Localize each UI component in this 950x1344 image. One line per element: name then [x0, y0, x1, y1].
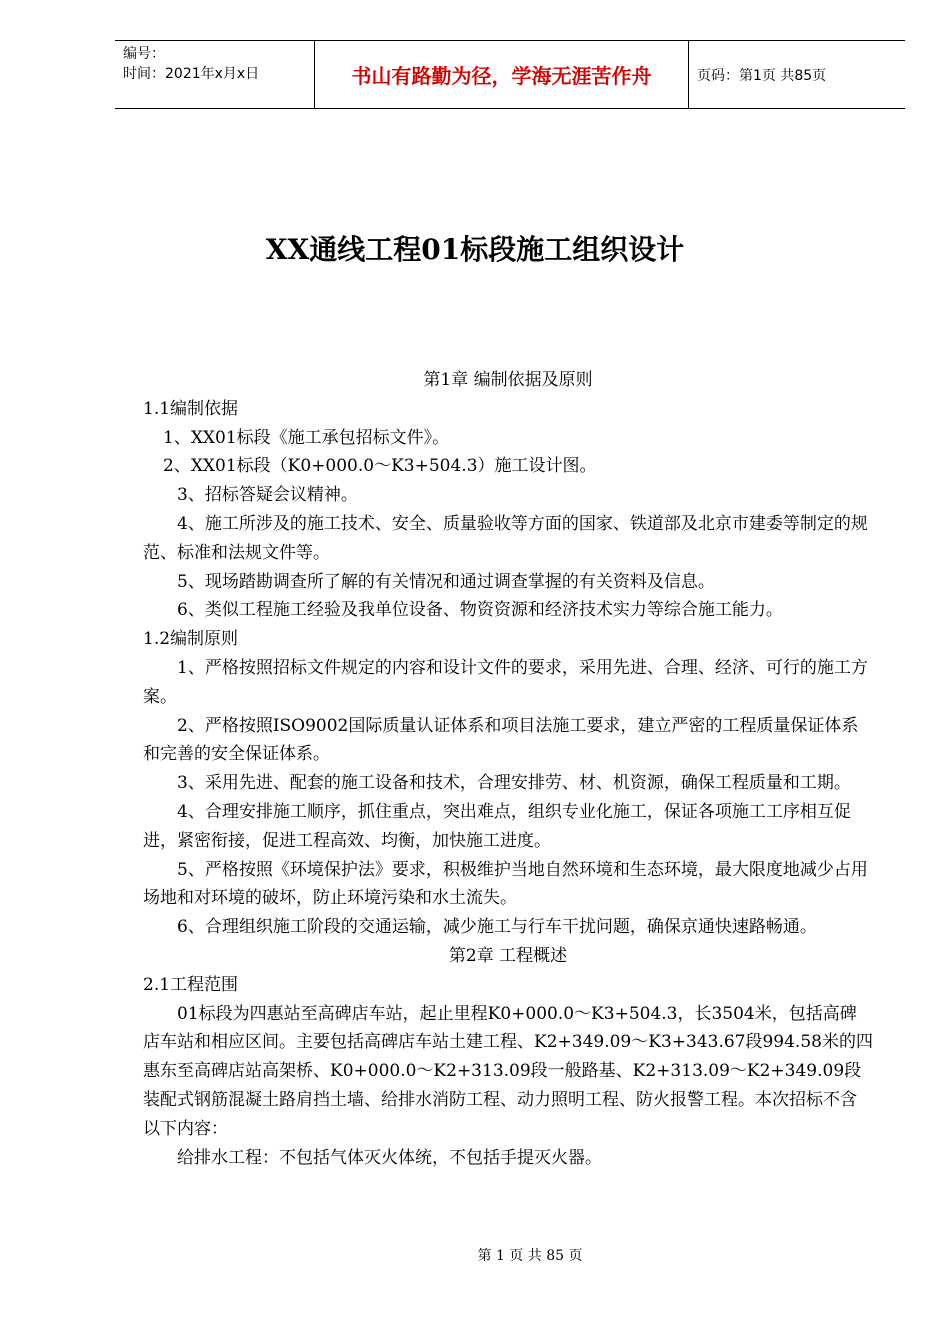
list-item: 5、严格按照《环境保护法》要求，积极维护当地自然环境和生态环境，最大限度地减少占用场地和对环境的破坏，防止环境污染和水土流失。: [143, 859, 868, 909]
chapter-heading: 第2章 工程概述: [448, 945, 568, 966]
list-item: 4、合理安排施工顺序，抓住重点，突出难点，组织专业化施工，保证各项施工工序相互促进，紧密衔接，促进工程高效、均衡，加快施工进度。: [143, 801, 851, 851]
section-heading: 1.1编制依据: [143, 398, 239, 419]
header-left-cell: [115, 41, 315, 108]
list-item: 5、现场踏勘调查所了解的有关情况和通过调查掌握的有关资料及信息。: [177, 571, 715, 592]
body-paragraph: 给排水工程：不包括气体灭火体统，不包括手提灭火器。: [177, 1147, 602, 1168]
document-body: [143, 366, 873, 1172]
list-item: 2、XX01标段（K0+000.0～K3+504.3）施工设计图。: [163, 456, 597, 477]
list-item: 2、严格按照ISO9002国际质量认证体系和项目法施工要求，建立严密的工程质量保证体系和完善的安全保证体系。: [143, 715, 859, 765]
section-heading: 2.1工程范围: [143, 974, 239, 995]
header-page-label: 页码：第1页 共85页: [697, 67, 827, 84]
section-heading: 1.2编制原则: [143, 629, 239, 650]
body-paragraph: 01标段为四惠站至高碑店车站，起止里程K0+000.0～K3+504.3，长3504米，包括高碑店车站和相应区间。主要包括高碑店车站土建工程、K2+349.09～K3+343.67段994.58米的四惠东至高碑店站高架桥、K0+000.0～K2+313.09段一般路基、K2+313.09～K2+349.09段装配式钢筋混凝土路肩挡土墙、给排水消防工程、动力照明工程、防火报警工程。本次招标不含以下内容：: [143, 1003, 873, 1139]
list-item: 6、类似工程施工经验及我单位设备、物资资源和经济技术实力等综合施工能力。: [177, 600, 783, 621]
list-item: 6、合理组织施工阶段的交通运输，减少施工与行车干扰问题，确保京通快速路畅通。: [177, 917, 817, 938]
time-label: 时间：2021年x月x日: [123, 66, 260, 82]
header-motto: 书山有路勤为径，学海无涯苦作舟: [315, 41, 689, 108]
list-item: 1、严格按照招标文件规定的内容和设计文件的要求，采用先进、合理、经济、可行的施工方案。: [143, 657, 868, 707]
document-header: [115, 40, 905, 109]
number-label: 编号：: [123, 46, 165, 62]
document-title: XX通线工程01标段施工组织设计: [265, 233, 685, 266]
chapter-heading: 第1章 编制依据及原则: [423, 370, 593, 390]
list-item: 1、XX01标段《施工承包招标文件》。: [163, 427, 450, 448]
list-item: 4、施工所涉及的施工技术、安全、质量验收等方面的国家、铁道部及北京市建委等制定的规范、标准和法规文件等。: [143, 513, 868, 563]
list-item: 3、采用先进、配套的施工设备和技术，合理安排劳、材、机资源，确保工程质量和工期。: [177, 773, 851, 794]
list-item: 3、招标答疑会议精神。: [177, 485, 358, 506]
page-footer: 第 1 页 共 85 页: [477, 1248, 583, 1264]
